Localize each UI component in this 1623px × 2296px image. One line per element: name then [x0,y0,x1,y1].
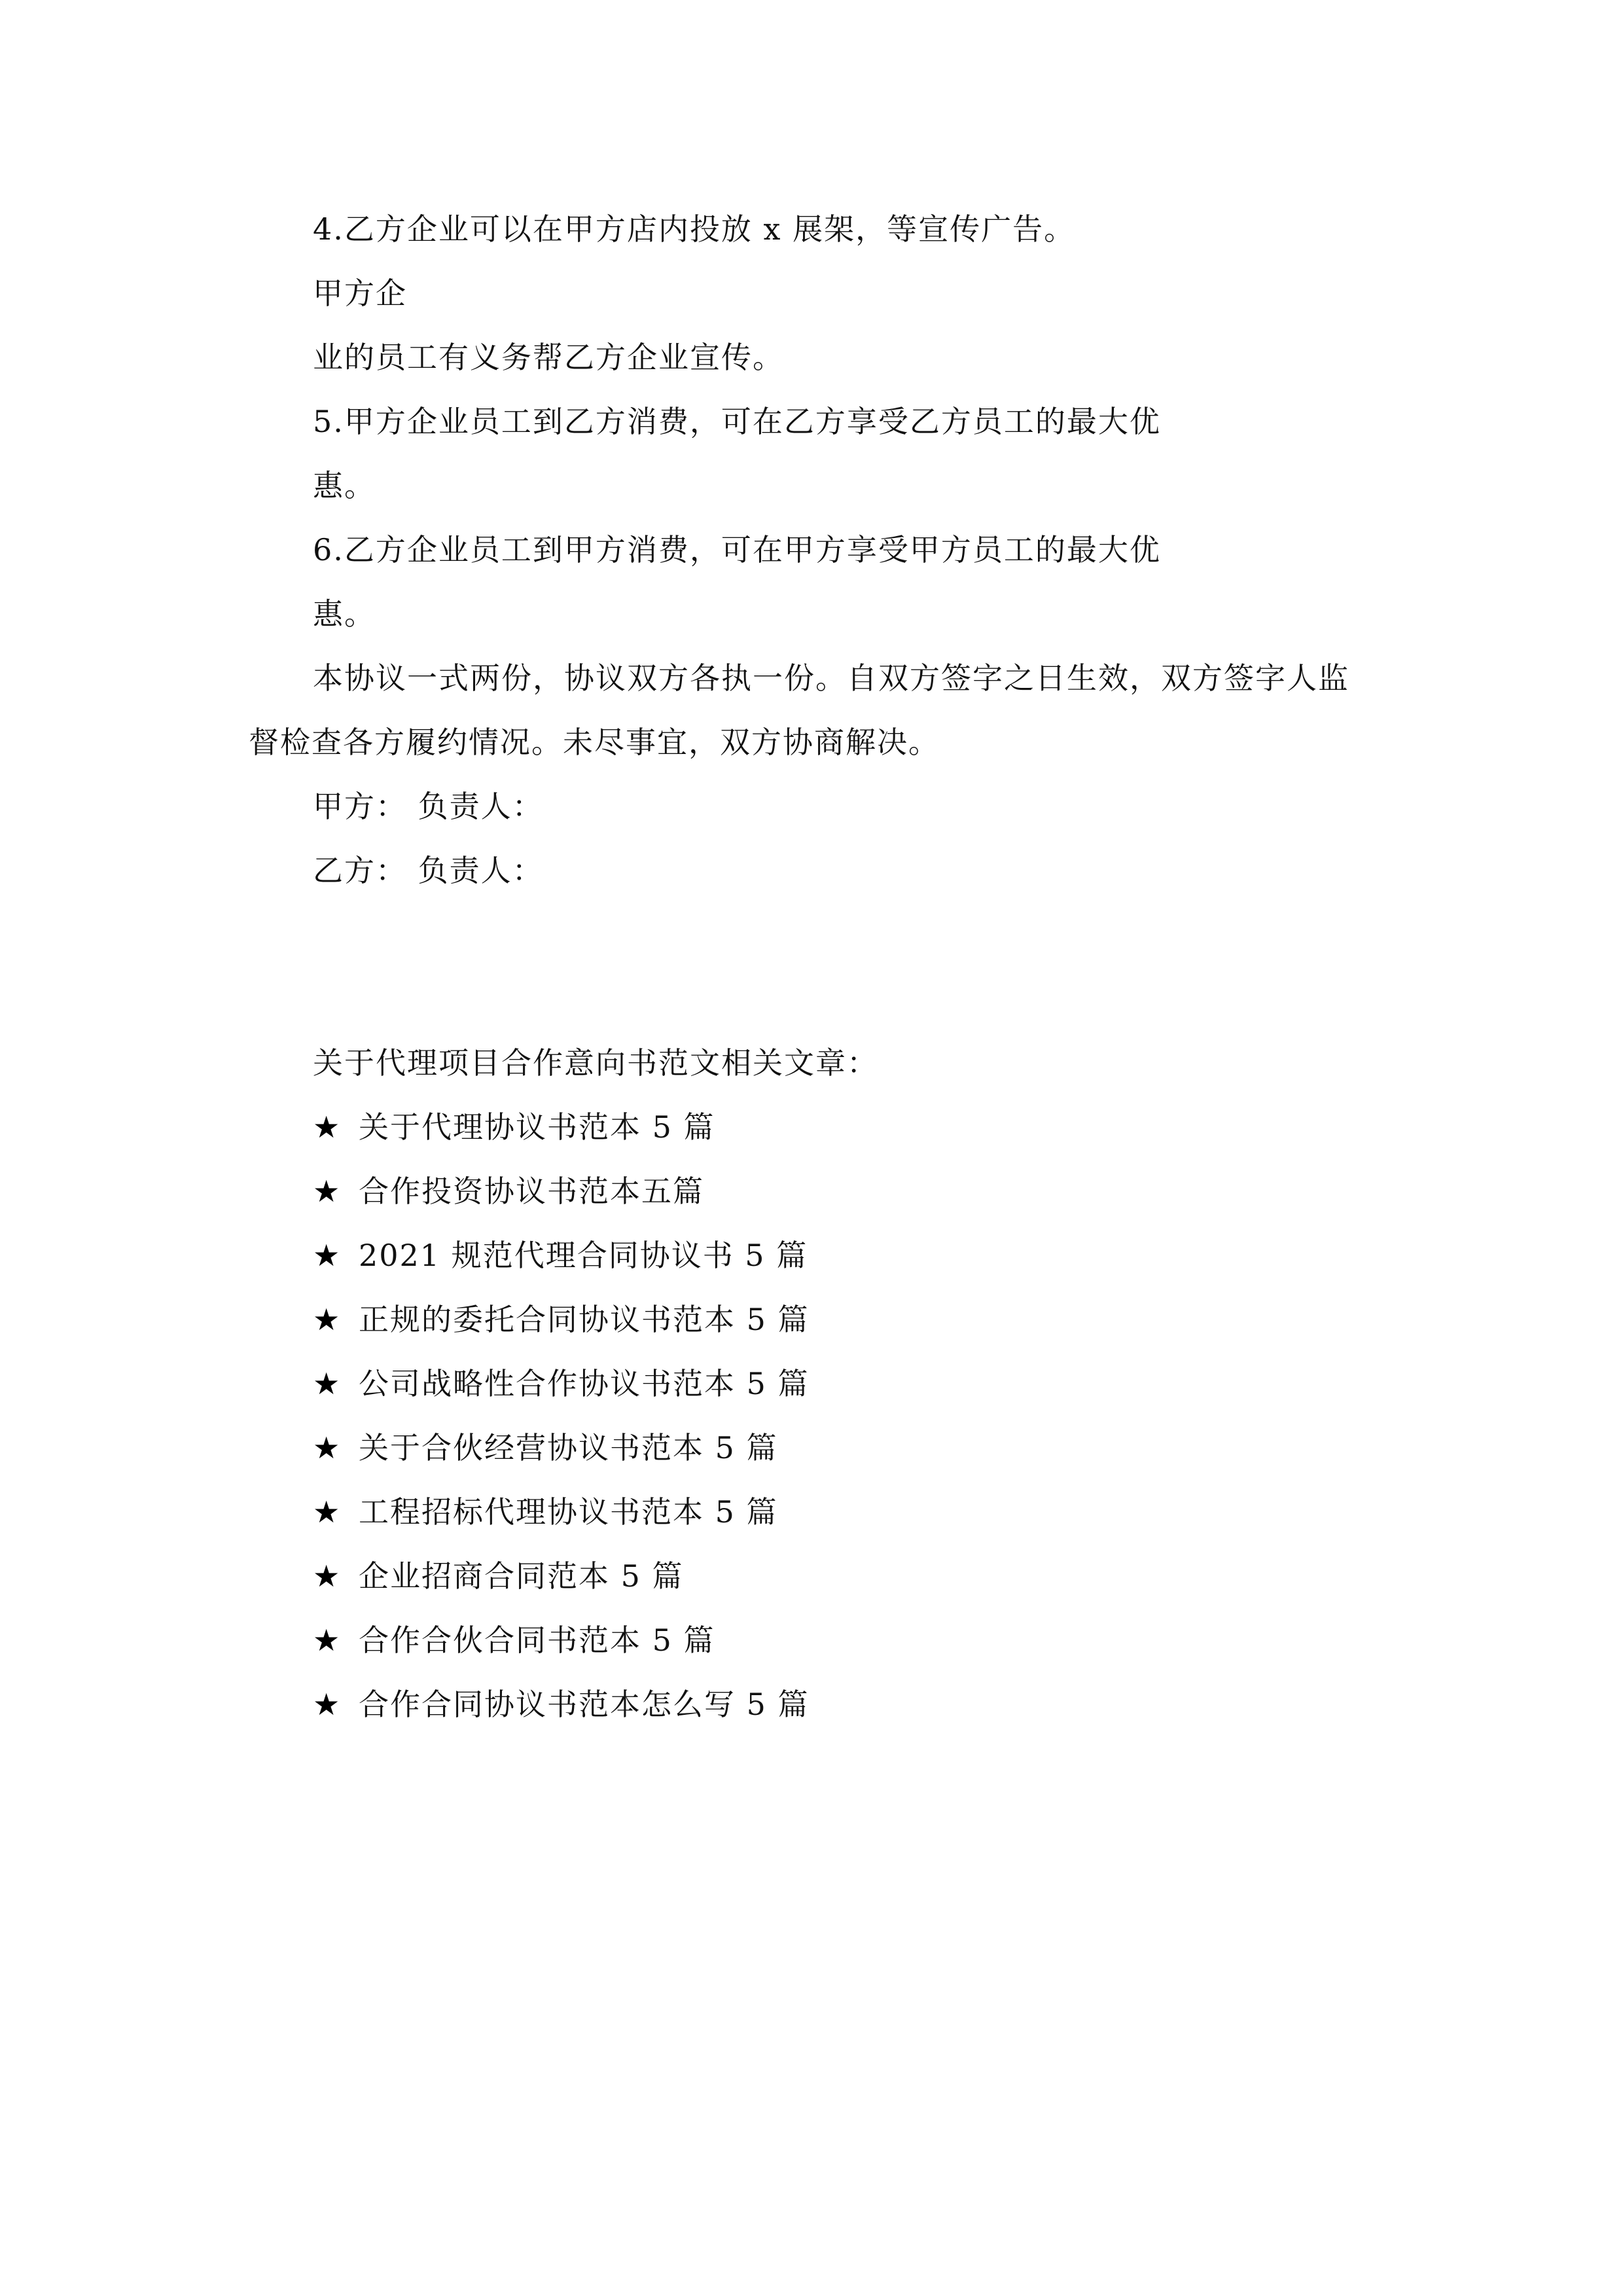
related-article-title: 正规的委托合同协议书范本 5 篇 [359,1302,810,1337]
clause-4: 4.乙方企业可以在甲方店内投放 x 展架，等宣传广告。 [313,211,1076,247]
related-article-link[interactable] [313,1685,810,1724]
clause-5-continued: 惠。 [313,468,376,503]
related-article-link[interactable] [313,1364,810,1403]
clause-4-break: 甲方企 [313,276,407,311]
star-icon: ★ [313,1174,342,1209]
star-icon: ★ [313,1623,342,1658]
related-article-title: 关于合伙经营协议书范本 5 篇 [359,1430,778,1465]
party-a-signature: 甲方： 负责人： [313,789,544,824]
related-articles-heading: 关于代理项目合作意向书范文相关文章： [313,1045,878,1081]
related-article-title: 关于代理协议书范本 5 篇 [359,1109,715,1145]
star-icon: ★ [313,1494,342,1530]
star-icon: ★ [313,1430,342,1465]
related-article-link[interactable] [313,1172,704,1211]
related-article-title: 2021 规范代理合同协议书 5 篇 [359,1238,808,1273]
related-article-title: 工程招标代理协议书范本 5 篇 [359,1494,778,1530]
clause-6-continued: 惠。 [313,596,376,632]
closing-paragraph-line-2: 督检查各方履约情况。未尽事宜，双方协商解决。 [249,725,940,760]
related-article-title: 合作合同协议书范本怎么写 5 篇 [359,1687,810,1722]
clause-6: 6.乙方企业员工到甲方消费，可在甲方享受甲方员工的最大优 [313,532,1161,567]
related-article-title: 企业招商合同范本 5 篇 [359,1558,684,1594]
related-article-title: 合作投资协议书范本五篇 [359,1174,704,1209]
clause-4-continued: 业的员工有义务帮乙方企业宣传。 [313,340,784,375]
star-icon: ★ [313,1109,342,1145]
star-icon: ★ [313,1238,342,1273]
related-article-link[interactable] [313,1107,715,1147]
star-icon: ★ [313,1366,342,1401]
closing-paragraph-line-1: 本协议一式两份，协议双方各执一份。自双方签字之日生效，双方签字人监 [313,660,1349,696]
related-article-title: 公司战略性合作协议书范本 5 篇 [359,1366,810,1401]
related-article-link[interactable] [313,1428,778,1467]
star-icon: ★ [313,1558,342,1594]
related-article-link[interactable] [313,1236,808,1275]
related-article-title: 合作合伙合同书范本 5 篇 [359,1623,715,1658]
clause-5: 5.甲方企业员工到乙方消费，可在乙方享受乙方员工的最大优 [313,404,1161,439]
related-article-link[interactable] [313,1492,778,1532]
related-article-link[interactable] [313,1621,715,1660]
related-article-link[interactable] [313,1300,810,1339]
related-article-link[interactable] [313,1556,684,1596]
star-icon: ★ [313,1687,342,1722]
star-icon: ★ [313,1302,342,1337]
party-b-signature: 乙方： 负责人： [313,853,544,888]
